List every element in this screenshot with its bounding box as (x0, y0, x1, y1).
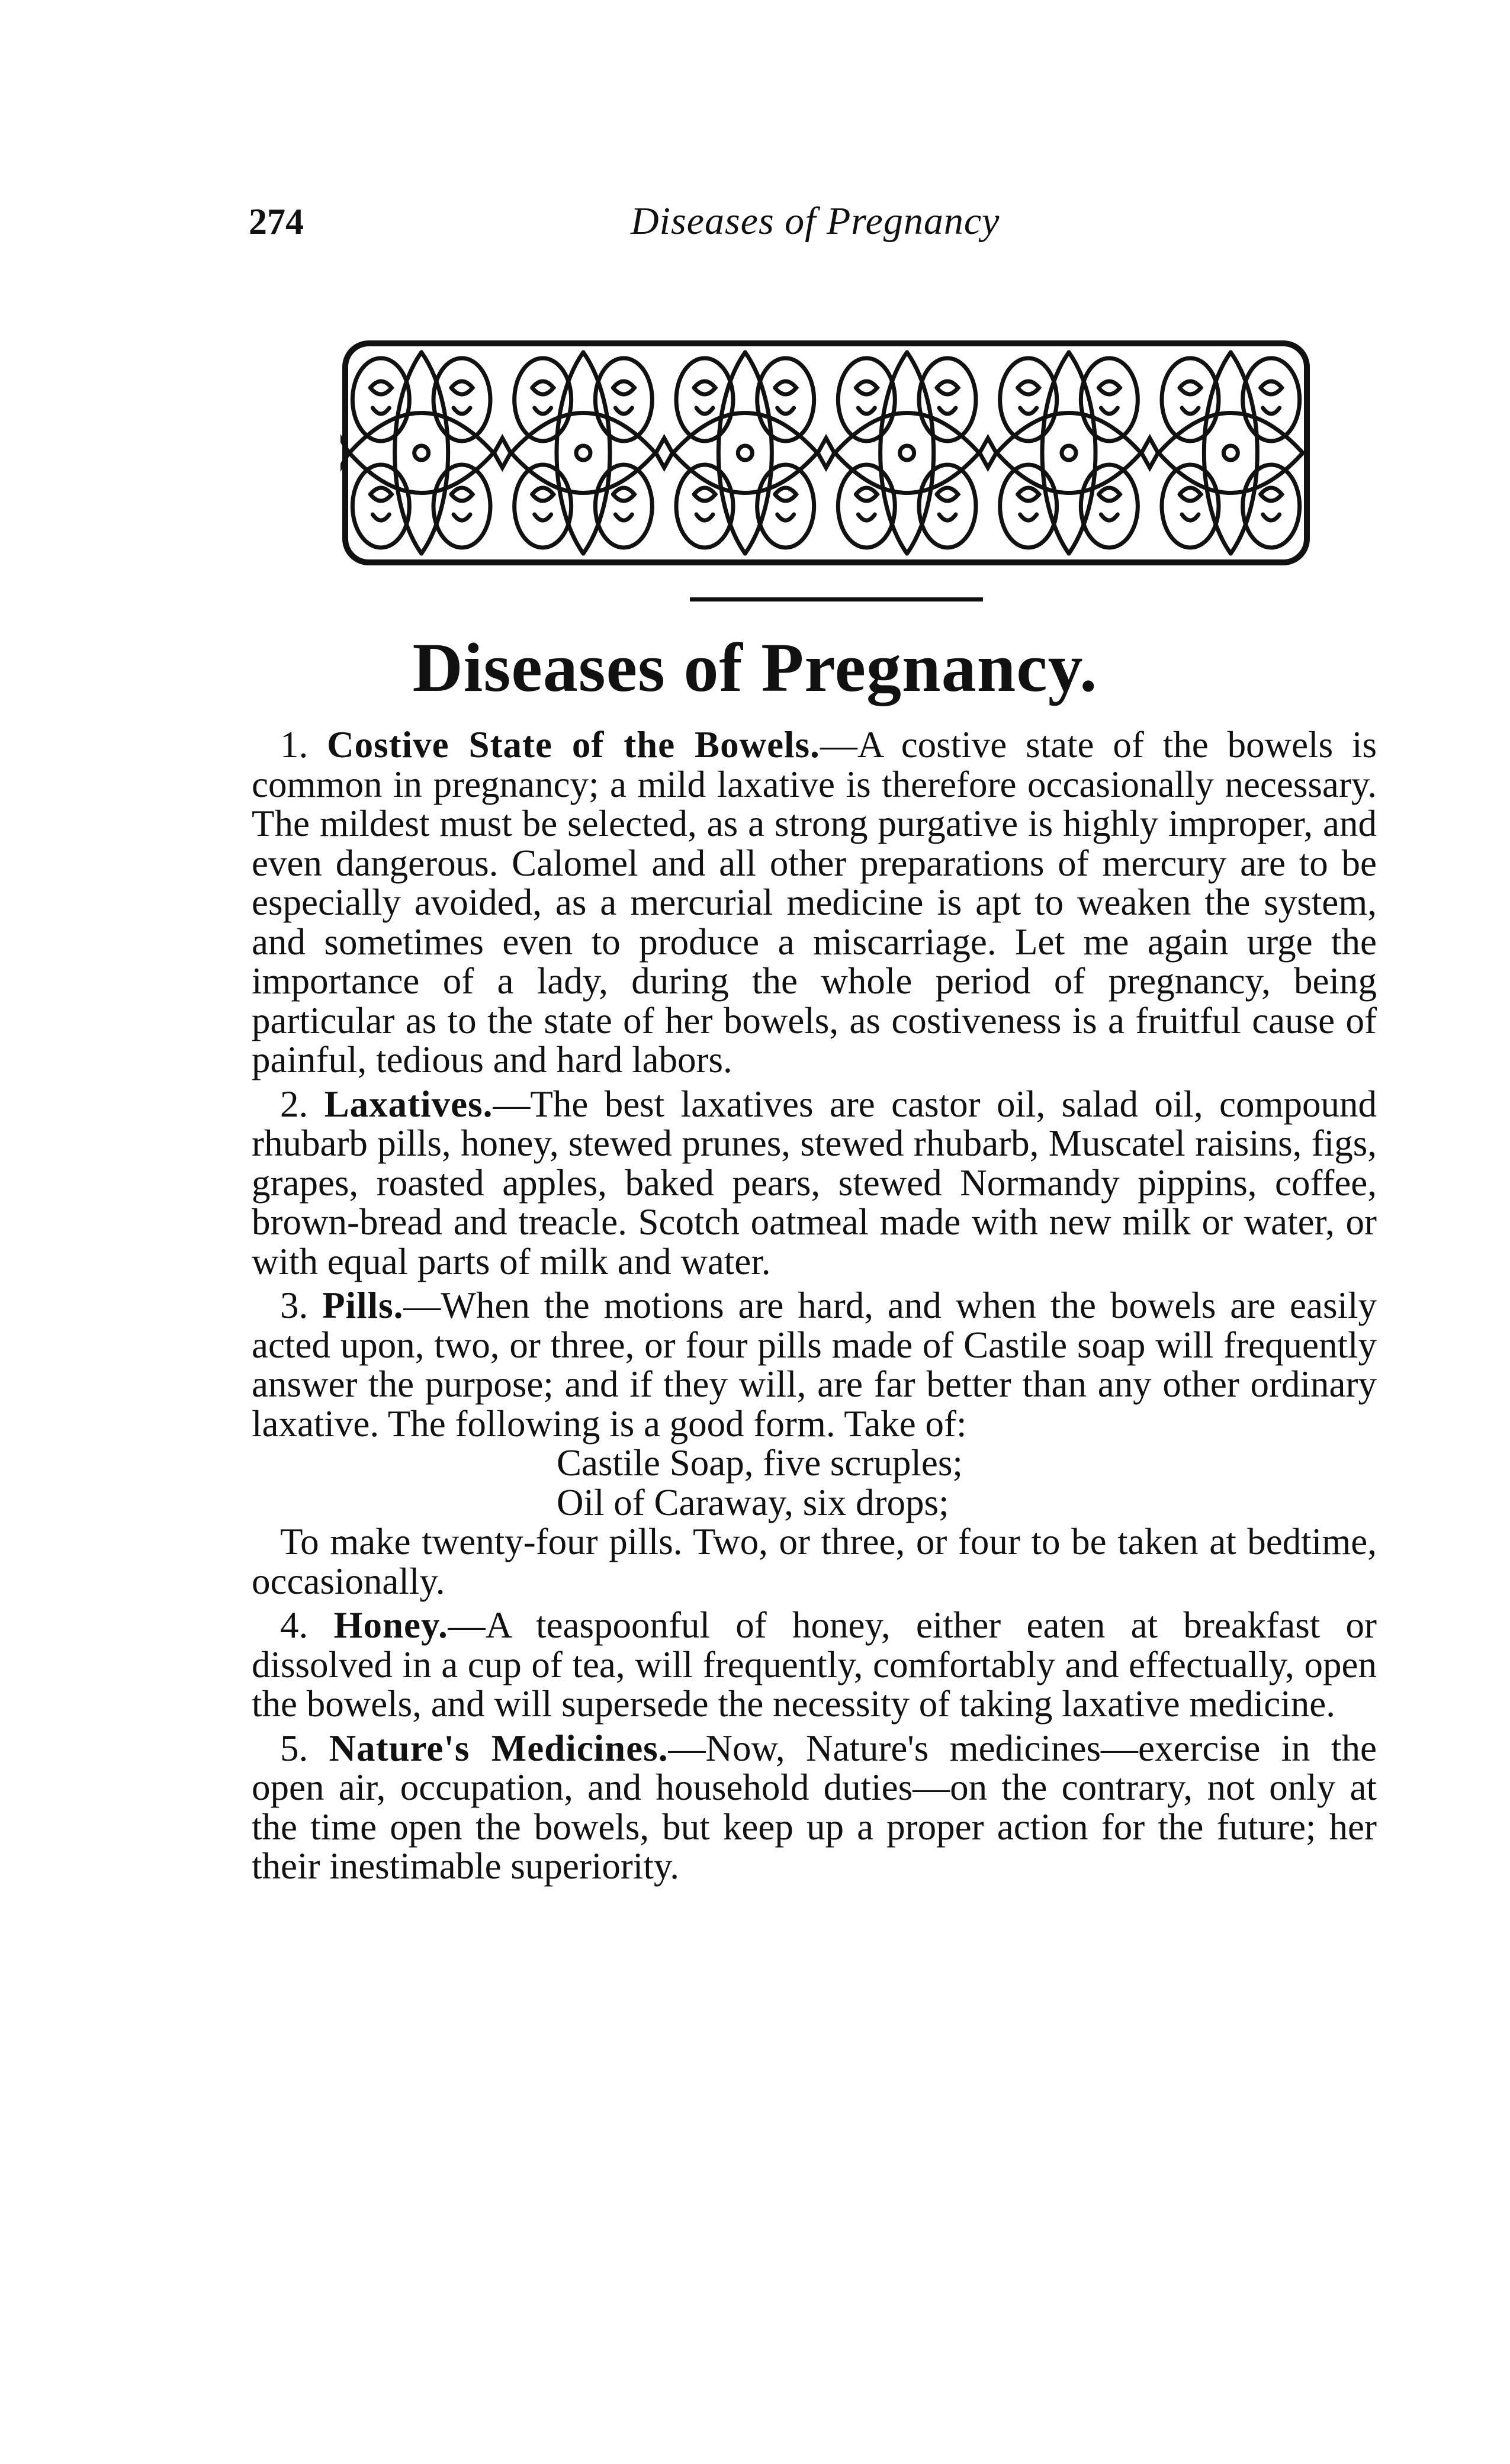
section-number: 5. (280, 1727, 309, 1769)
ornament-flower (451, 488, 473, 520)
ornament-scroll (673, 413, 817, 493)
ornament-scroll (511, 413, 655, 493)
ornament-flower (775, 381, 796, 414)
ornament-flower (694, 488, 715, 520)
ornament-flower (370, 381, 391, 414)
section-text: —When the motions are hard, and when the bowels are easily acted upon, two, or three, or four pills made of Castile soap will frequently answer the purpose; and if they will, are far better than any other ordinary laxative. The following is a good form. Take of: (252, 1285, 1377, 1445)
ornament-diamond (1142, 438, 1158, 468)
ornament-diamond (818, 438, 834, 468)
ornament-flower (1018, 381, 1039, 414)
running-title: Diseases of Pregnancy (631, 200, 1000, 243)
section-3 (252, 1286, 1377, 1443)
ornament-rosette (576, 446, 590, 460)
ornament-scroll (997, 413, 1140, 493)
section-number: 4. (280, 1604, 309, 1646)
section-heading: Costive State of the Bowels. (327, 724, 820, 765)
ornament-scroll (349, 413, 493, 493)
recipe (252, 1443, 1377, 1522)
section-text: —Now, Nature's medicines—exercise in the open air, occupation, and household duties—on the contrary, not only at the time open the bowels, but keep up a proper action for the future; her their inestimable superiority. (252, 1727, 1377, 1887)
section-divider-rule (690, 597, 983, 601)
body-text (252, 725, 1377, 1891)
section-5 (252, 1729, 1377, 1886)
ornament-scroll (1159, 413, 1303, 493)
ornament-flower (1180, 488, 1201, 520)
section-text: —A costive state of the bowels is common in pregnancy; a mild laxative is therefore occasionally necessary. The mildest must be selected, as a strong purgative is highly improper, and even dangerous. Calomel and all other preparations of mercury are to be especially avoided, as a mercurial medicine is apt to weaken the system, and sometimes even to produce a miscarriage. Let me again urge the importance of a lady, during the whole period of pregnancy, being particular as to the state of her bowels, as costiveness is a fruitful cause of painful, tedious and hard labors. (252, 724, 1377, 1080)
section-heading: Laxatives. (324, 1083, 493, 1125)
page-number: 274 (249, 202, 304, 242)
section-number: 3. (280, 1285, 309, 1326)
section-number: 2. (280, 1083, 309, 1125)
ornament-flower (1018, 488, 1039, 520)
ornament-flower (1261, 381, 1282, 414)
ornament-rosette (738, 446, 752, 460)
ornament-flower (613, 381, 634, 414)
recipe-instructions: To make twenty-four pills. Two, or three, or four to be taken at bedtime, occasionally. (252, 1521, 1377, 1602)
ornament-flower (937, 488, 958, 520)
ornament-diamond (979, 438, 996, 468)
ornament-flower (775, 488, 796, 520)
section-heading: Nature's Medicines. (329, 1727, 669, 1769)
running-head (249, 201, 1374, 249)
section-heading: Pills. (322, 1285, 404, 1326)
decorative-floral-scroll-band-icon (340, 337, 1312, 568)
section-number: 1. (280, 724, 309, 765)
ornament-scroll (835, 413, 979, 493)
ornament-diamond (656, 438, 673, 468)
ornament-flower (1180, 381, 1201, 414)
ornament-rosette (1223, 446, 1238, 460)
ornament-flower (1261, 488, 1282, 520)
ornament-flower (451, 381, 473, 414)
recipe-line: Castile Soap, five scruples; (557, 1442, 963, 1484)
ornament-flower (613, 488, 634, 520)
recipe-line: Oil of Caraway, six drops; (557, 1481, 949, 1523)
ornament-flower (694, 381, 715, 414)
chapter-title: Diseases of Pregnancy. (412, 629, 1098, 706)
ornament-flower (532, 488, 554, 520)
ornament-flower (1098, 488, 1120, 520)
ornament-flower (856, 381, 877, 414)
ornament-rosette (415, 446, 429, 460)
ornament-rosette (900, 446, 914, 460)
section-heading: Honey. (333, 1604, 448, 1646)
ornament-flower (532, 381, 554, 414)
section-4 (252, 1606, 1377, 1724)
section-text: —The best laxatives are castor oil, salad oil, compound rhubarb pills, honey, stewed prunes, stewed rhubarb, Muscatel raisins, figs, grapes, roasted apples, baked pears, stewed Normandy pippins, coffee, brown-bread and treacle. Scotch oatmeal made with new milk or water, or with equal parts of milk and water. (252, 1083, 1377, 1282)
ornament-flower (370, 488, 391, 520)
ornament-diamond (494, 438, 510, 468)
section-text: —A teaspoonful of honey, either eaten at breakfast or dissolved in a cup of tea, will frequently, comfortably and effectually, open the bowels, and will supersede the necessity of taking laxative medicine. (252, 1604, 1377, 1725)
ornament-flower (856, 488, 877, 520)
section-2 (252, 1085, 1377, 1282)
ornament-flower (937, 381, 958, 414)
section-1 (252, 725, 1377, 1080)
ornament-flower (1098, 381, 1120, 414)
ornament-rosette (1062, 446, 1076, 460)
